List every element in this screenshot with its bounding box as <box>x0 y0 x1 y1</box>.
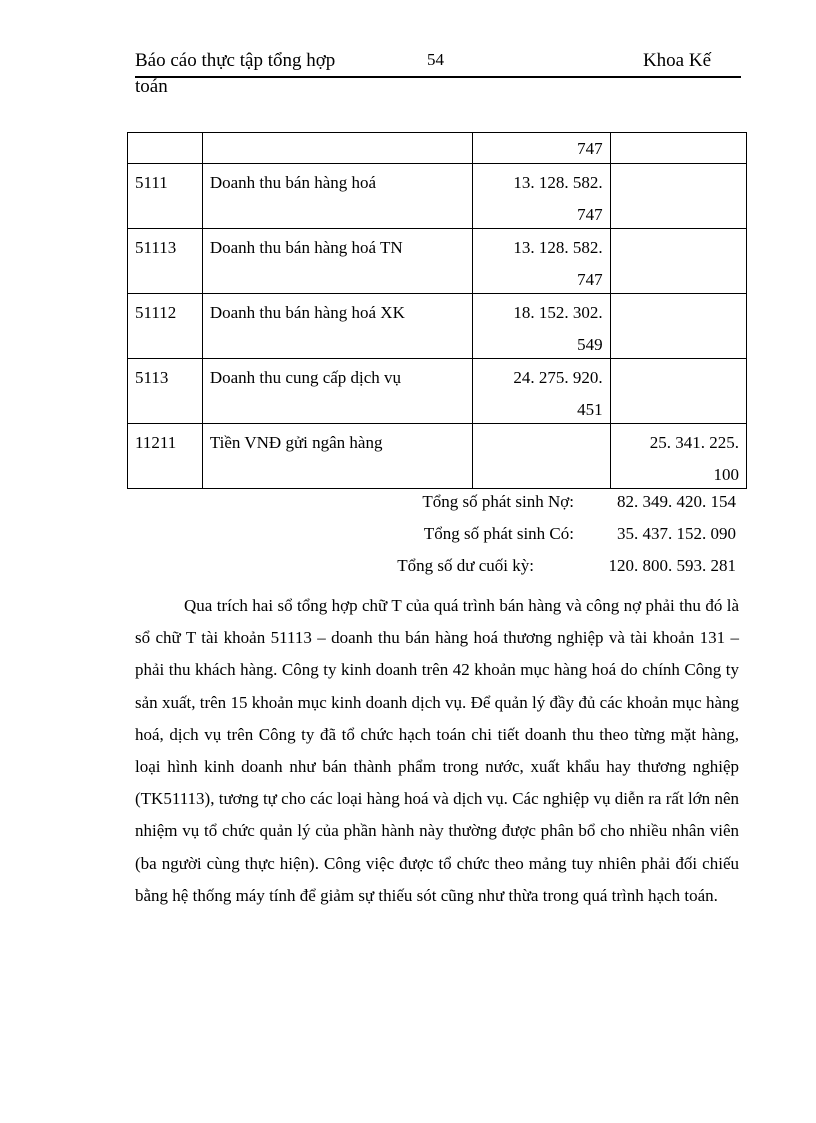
faculty-name-continuation: toán <box>135 76 168 97</box>
amount-line-1 <box>618 167 739 199</box>
debit-amount-cell <box>473 229 610 294</box>
amount-line-1: 13. 128. 582. <box>513 173 603 192</box>
amount-line-2 <box>618 136 739 162</box>
account-code-cell <box>128 133 203 164</box>
account-code-cell <box>128 229 203 294</box>
amount-line-1: 13. 128. 582. <box>513 238 603 257</box>
amount-line-1: 25. 341. 225. <box>649 433 739 452</box>
page-number: 54 <box>427 50 444 69</box>
total-credit-row <box>0 524 816 556</box>
amount-line-1: 18. 152. 302. <box>513 303 603 322</box>
total-debit-label: Tổng số phát sinh Nợ: <box>422 492 574 511</box>
debit-amount-cell <box>473 359 610 424</box>
amount-line-1 <box>618 362 739 394</box>
total-credit-label: Tổng số phát sinh Có: <box>423 524 574 543</box>
cell-text: 51113 <box>135 238 177 257</box>
credit-amount-cell <box>610 229 746 294</box>
table-row <box>128 359 747 424</box>
account-code-cell <box>128 424 203 489</box>
debit-amount-cell <box>473 133 610 164</box>
table-row <box>128 229 747 294</box>
account-name-cell <box>202 424 472 489</box>
amount-line-2: 747 <box>577 205 603 224</box>
amount-line-1 <box>618 232 739 264</box>
debit-amount-cell <box>473 164 610 229</box>
cell-text: Doanh thu bán hàng hoá <box>209 173 377 192</box>
body-paragraph: Qua trích hai sổ tổng hợp chữ T của quá trình bán hàng và công nợ phải thu đó là sổ chữ T tài khoản 51113 – doanh thu bán hàng hoá thương nghiệp và tài khoản 131 – phải thu khách hàng. Công ty kinh doanh trên 42 khoản mục hàng hoá do chính Công ty sản xuất, trên 15 khoản mục kinh doanh dịch vụ. Để quản lý đầy đủ các khoản mục hàng hoá, dịch vụ trên Công ty đã tổ chức hạch toán chi tiết doanh thu theo từng mặt hàng, loại hình kinh doanh như bán thành phẩm trong nước, xuất khẩu hay thương nghiệp (TK51113), tương tự cho các loại hàng hoá và dịch vụ. Các nghiệp vụ diễn ra rất lớn nên nhiệm vụ tổ chức quản lý của phần hành này thường được phân bổ cho nhiều nhân viên (ba người cùng thực hiện). Công việc được tổ chức theo mảng tuy nhiên phải đối chiếu bằng hệ thống máy tính để giảm sự thiếu sót cũng như thừa trong quá trình hạch toán. <box>135 596 739 905</box>
table-row <box>128 164 747 229</box>
cell-text: 5111 <box>135 173 168 192</box>
amount-line-2: 747 <box>577 270 603 289</box>
amount-line-2 <box>618 329 739 361</box>
account-name-cell <box>202 294 472 359</box>
account-code-cell <box>128 164 203 229</box>
debit-amount-cell <box>473 294 610 359</box>
cell-text: 51112 <box>135 303 177 322</box>
account-name-cell <box>202 164 472 229</box>
account-name-cell <box>202 229 472 294</box>
amount-line-2 <box>480 459 602 491</box>
credit-amount-cell <box>610 359 746 424</box>
page-header <box>135 50 741 78</box>
report-title: Báo cáo thực tập tổng hợp <box>135 50 336 71</box>
amount-line-2 <box>618 394 739 426</box>
cell-text: Doanh thu bán hàng hoá XK <box>209 303 405 322</box>
ledger-table <box>127 132 747 489</box>
cell-text: 5113 <box>135 368 169 387</box>
table-row <box>128 424 747 489</box>
total-debit-row <box>0 492 816 524</box>
amount-line-1 <box>480 427 602 459</box>
credit-amount-cell <box>610 294 746 359</box>
amount-line-1 <box>618 297 739 329</box>
amount-line-2: 747 <box>577 139 603 158</box>
cell-text: 11211 <box>135 433 177 452</box>
closing-balance-value: 120. 800. 593. 281 <box>608 556 736 575</box>
cell-text: Doanh thu bán hàng hoá TN <box>209 238 403 257</box>
faculty-name: Khoa Kế <box>642 50 711 71</box>
account-name-cell <box>202 133 472 164</box>
closing-balance-label: Tổng số dư cuối kỳ: <box>397 556 534 575</box>
amount-line-1: 24. 275. 920. <box>513 368 603 387</box>
cell-text: Tiền VNĐ gửi ngân hàng <box>209 433 383 452</box>
table-row <box>128 294 747 359</box>
amount-line-2 <box>618 264 739 296</box>
credit-amount-cell <box>610 424 746 489</box>
total-credit-value: 35. 437. 152. 090 <box>617 524 736 543</box>
account-code-cell <box>128 359 203 424</box>
credit-amount-cell <box>610 164 746 229</box>
credit-amount-cell <box>610 133 746 164</box>
closing-balance-row <box>0 556 816 588</box>
debit-amount-cell <box>473 424 610 489</box>
amount-line-2 <box>618 199 739 231</box>
account-name-cell <box>202 359 472 424</box>
account-code-cell <box>128 294 203 359</box>
cell-text: Doanh thu cung cấp dịch vụ <box>209 368 402 387</box>
total-debit-value: 82. 349. 420. 154 <box>617 492 736 511</box>
amount-line-2: 451 <box>577 400 603 419</box>
table-row <box>128 133 747 164</box>
totals-summary <box>0 492 816 588</box>
amount-line-2: 100 <box>713 465 739 484</box>
amount-line-2: 549 <box>577 335 603 354</box>
